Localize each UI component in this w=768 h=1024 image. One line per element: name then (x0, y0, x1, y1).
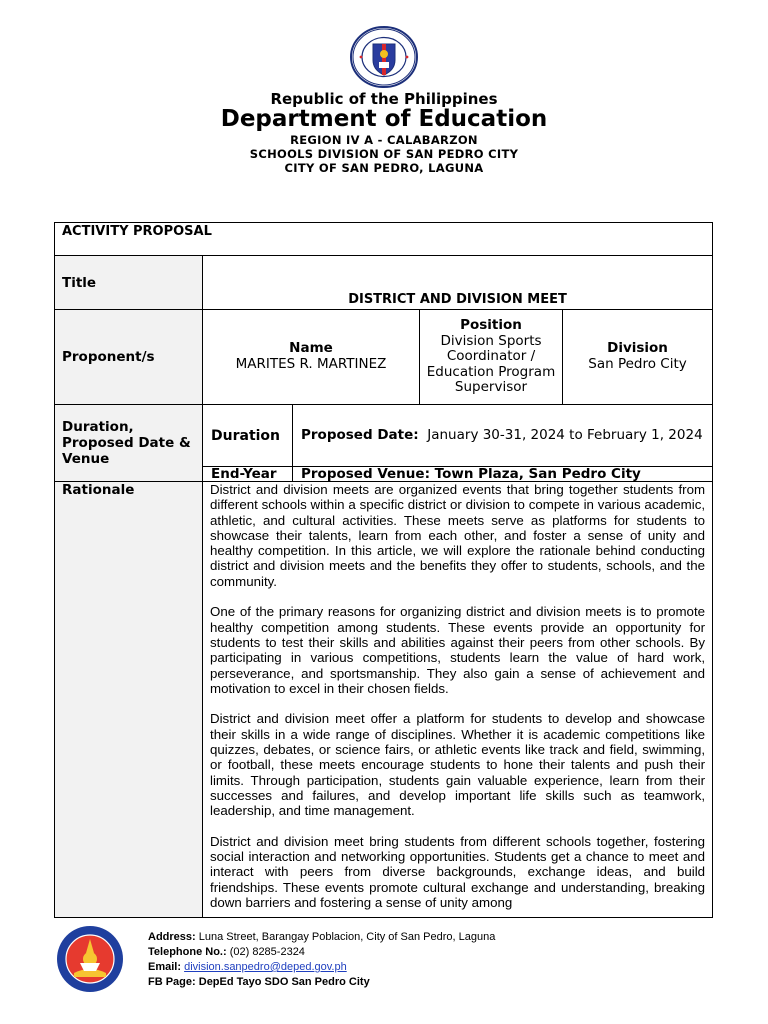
position-value: Division Sports Coordinator / Education Program Supervisor (426, 332, 556, 396)
activity-proposal-heading: ACTIVITY PROPOSAL (55, 223, 713, 256)
telephone-label: Telephone No.: (148, 946, 227, 958)
footer-email-line (148, 960, 495, 975)
city-line: CITY OF SAN PEDRO, LAGUNA (284, 161, 484, 175)
name-value: MARITES R. MARTINEZ (235, 356, 387, 372)
fb-label: FB Page: (148, 976, 196, 988)
region-line: REGION IV A - CALABARZON (290, 133, 478, 147)
email-link[interactable]: division.sanpedro@deped.gov.ph (184, 961, 347, 973)
republic-heading: Republic of the Philippines (270, 90, 498, 108)
rationale-paragraph: District and division meet bring students from different schools together, fostering social interaction and networking opportunities. Students get a chance to meet and interact with peers from diverse backgrounds, exchange ideas, and build friendships. These events promote cultural exchange and understanding, breaking down barriers and fostering a sense of unity among (210, 833, 706, 911)
title-label: Title (55, 256, 203, 310)
address-label: Address: (148, 931, 196, 943)
position-header: Position (460, 317, 522, 334)
rationale-paragraph: District and division meets are organized events that bring together students from different schools within a specific district or division to compete in various academic, athletic, and cultural activities. These meets serve as platforms for students to showcase their talents, learn from each other, and foster a sense of unity and healthy competition. In this article, we will explore the rationale behind conducting district and division meets and the benefits they offer to students, schools, and the community. (210, 482, 706, 589)
name-header: Name (289, 340, 333, 357)
telephone-value: (02) 8285-2324 (229, 946, 305, 958)
footer-telephone-line (148, 945, 495, 960)
footer-contact (148, 930, 495, 990)
duration-label: Duration, Proposed Date & Venue (55, 405, 203, 482)
proponent-label: Proponent/s (55, 310, 203, 405)
deped-seal-logo (349, 26, 419, 88)
duration-header: Duration (203, 405, 293, 467)
sdo-seal-logo (56, 925, 124, 993)
division-header: Division (607, 340, 668, 357)
title-value: DISTRICT AND DIVISION MEET (203, 256, 713, 310)
end-year-cell: End-Year (203, 467, 293, 482)
rationale-paragraph: One of the primary reasons for organizing district and division meets is to promote healthy competition among students. These events provide an opportunity for students to test their skills and abilities against their peers from other schools. By participating in various competitions, students learn the value of hard work, perseverance, and sportsmanship. They also gain a sense of achievement and motivation to excel in their chosen fields. (210, 604, 706, 696)
proposed-venue: Proposed Venue: Town Plaza, San Pedro City (293, 467, 713, 482)
footer-fb-line (148, 975, 495, 990)
department-heading: Department of Education (220, 106, 548, 132)
rationale-cell (203, 482, 713, 918)
proposed-date-value: January 30-31, 2024 to February 1, 2024 (427, 426, 703, 443)
name-cell (203, 310, 420, 405)
division-value: San Pedro City (588, 356, 687, 372)
rationale-paragraph: District and division meet offer a platform for students to develop and showcase their skills in a wide range of disciplines. Whether it is academic competitions like quizzes, debates, or science fairs, or athletic events like track and field, swimming, or football, these meets encourage students to hone their talents and push their limits. Through participation, students gain valuable experience, learn from their successes and failures, and develop important life skills such as teamwork, leadership, and time management. (210, 711, 706, 819)
address-value: Luna Street, Barangay Poblacion, City of San Pedro, Laguna (198, 931, 496, 943)
proposed-date-cell (293, 405, 713, 467)
rationale-label: Rationale (55, 482, 203, 918)
activity-proposal-table (54, 222, 713, 918)
division-line: SCHOOLS DIVISION OF SAN PEDRO CITY (249, 147, 519, 161)
footer-address-line (148, 930, 495, 945)
email-label: Email: (148, 961, 182, 973)
division-cell (563, 310, 713, 405)
position-cell (420, 310, 563, 405)
proposed-date-label: Proposed Date: (301, 426, 419, 443)
fb-value: DepEd Tayo SDO San Pedro City (198, 976, 370, 988)
